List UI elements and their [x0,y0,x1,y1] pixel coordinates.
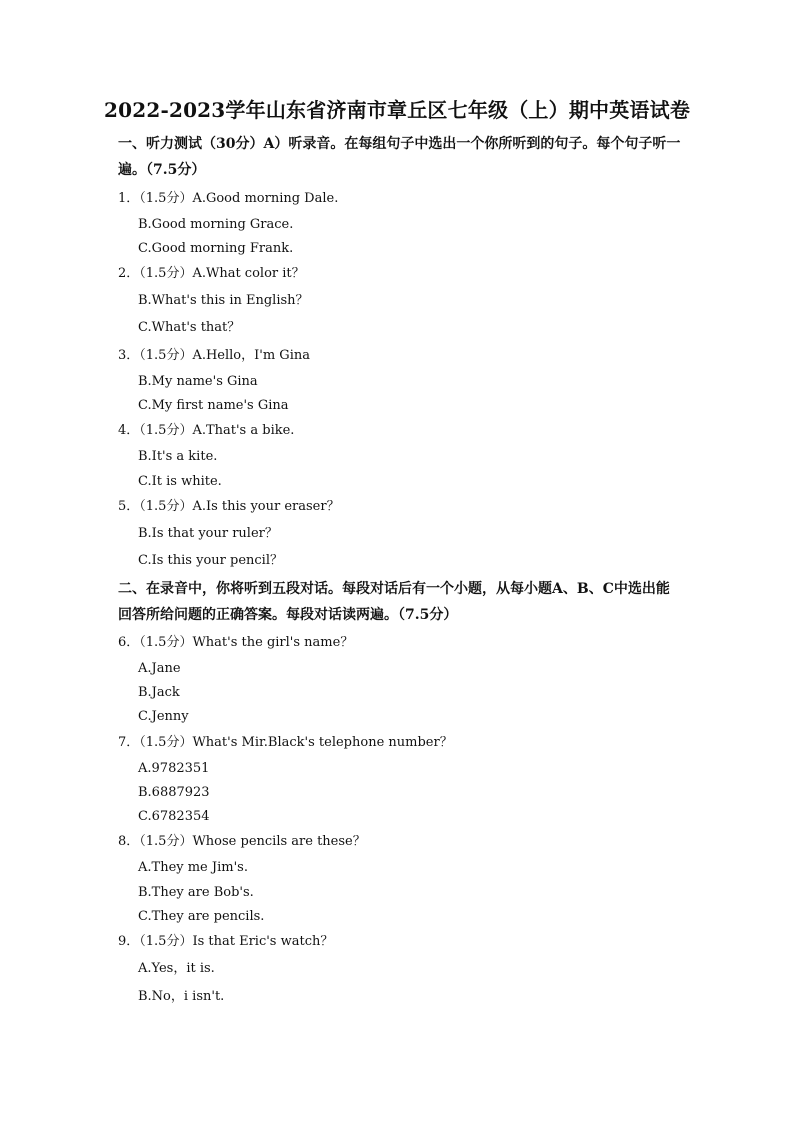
question-3-option-b: B.My name's Gina [138,374,258,389]
question-2-option-c: C.What's that？ [138,320,241,335]
question-7-option-c: C.6782354 [138,809,210,824]
question-2-option-b: B.What's this in English？ [138,293,309,308]
section-2-heading: 二、在录音中，你将听到五段对话。每段对话后有一个小题，从每小题A、B、C中选出能回答所给问题的正确答案。每段对话读两遍。（7.5分） [118,581,670,623]
question-3-option-c: C.My first name's Gina [138,398,289,413]
question-4-option-c: C.It is white. [138,474,222,489]
question-9-option-b: B.No，i isn't. [138,989,225,1004]
question-8-stem: 8．（1.5分）Whose pencils are these？ [118,834,366,849]
question-1-option-b: B.Good morning Grace. [138,217,294,232]
question-8-option-a: A.They me Jim's. [138,860,248,875]
question-4-option-b: B.It's a kite. [138,449,218,464]
question-5-stem: 5．（1.5分）A.Is this your eraser？ [118,499,340,514]
section-1-heading: 一、听力测试（30分）A）听录音。在每组句子中选出一个你所听到的句子。每个句子听一遍。（7.5分） [118,136,681,178]
question-9-stem: 9．（1.5分）Is that Eric's watch？ [118,934,334,949]
question-6-option-b: B.Jack [138,685,180,700]
question-4-stem: 4．（1.5分）A.That's a bike. [118,423,295,438]
question-6-stem: 6．（1.5分）What's the girl's name？ [118,635,354,650]
question-7-option-a: A.9782351 [138,761,210,776]
question-5-option-b: B.Is that your ruler？ [138,526,278,541]
question-5-option-c: C.Is this your pencil？ [138,553,283,568]
question-8-option-b: B.They are Bob's. [138,885,254,900]
question-6-option-a: A.Jane [138,661,181,676]
question-6-option-c: C.Jenny [138,709,189,724]
question-1-option-c: C.Good morning Frank. [138,241,294,256]
exam-title: 2022-2023学年山东省济南市章丘区七年级（上）期中英语试卷 [103,98,691,122]
question-3-stem: 3．（1.5分）A.Hello，I'm Gina [118,348,310,363]
question-9-option-a: A.Yes，it is. [138,961,215,976]
question-7-stem: 7．（1.5分）What's Mir.Black's telephone number？ [118,735,453,750]
question-7-option-b: B.6887923 [138,785,210,800]
question-2-stem: 2．（1.5分）A.What color it？ [118,266,305,281]
question-8-option-c: C.They are pencils. [138,909,265,924]
question-1-stem: 1．（1.5分）A.Good morning Dale. [118,191,339,206]
